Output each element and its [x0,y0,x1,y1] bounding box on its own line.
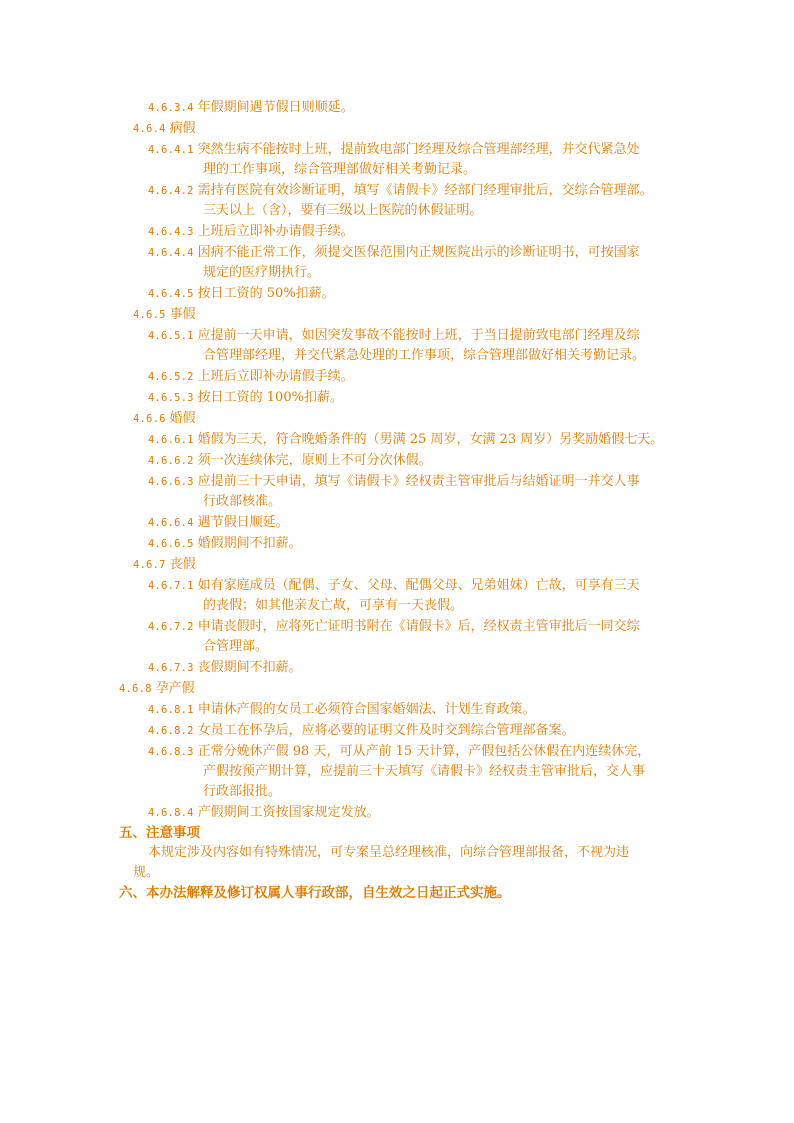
clause-text: 婚假期间不扣薪。 [197,536,302,551]
section-4-6-5 [133,305,196,325]
clause-text: 正常分娩休产假 98 天，可从产前 15 天计算，产假包括公休假在内连续休完， [197,744,651,759]
clause-text: 应提前一天申请，如因突发事故不能按时上班，于当日提前致电部门经理及综 [197,328,640,343]
clause-continuation [203,263,320,283]
clause-text: 上班后立即补办请假手续。 [197,224,354,239]
clause-text: 行政部报批。 [203,784,282,799]
section-5-heading [119,823,200,843]
clause-text: 行政部核准。 [203,494,282,509]
clause-number: 4.6.6.1 [148,434,194,446]
clause-number: 4.6.4.1 [148,144,194,156]
clause-4-6-6-2 [148,451,432,471]
clause-text: 申请休产假的女员工必须符合国家婚姻法、计划生育政策。 [197,702,536,717]
clause-4-6-4-4 [148,243,640,263]
section-title: 孕产假 [155,681,195,696]
clause-4-6-8-2 [148,721,575,741]
clause-4-6-6-3 [148,472,640,492]
section-title: 婚假 [169,411,196,426]
clause-text: 如有家庭成员（配偶、子女、父母、配偶父母、兄弟姐妹）亡故，可享有三天 [197,578,640,593]
section-6-heading [119,883,511,903]
clause-number: 4.6.4.5 [148,288,194,300]
clause-number: 4.6.5.3 [148,392,194,404]
clause-number: 4.6.7.2 [148,621,194,633]
clause-continuation [203,762,645,782]
clause-text: 的丧假；如其他亲友亡故，可享有一天丧假。 [203,598,464,613]
clause-number: 4.6.5.1 [148,330,194,342]
section-number: 4.6.8 [119,683,152,695]
clause-text: 须一次连续休完，原则上不可分次休假。 [197,453,432,468]
clause-continuation [203,160,476,180]
clause-number: 4.6.6.4 [148,517,194,529]
section-4-6-8 [119,679,195,699]
section-4-6-4 [133,119,196,139]
clause-text: 产假按预产期计算，应提前三十天填写《请假卡》经权责主管审批后，交人事 [203,764,646,779]
clause-text: 理的工作事项，综合管理部做好相关考勤记录。 [203,162,477,177]
section-title: 丧假 [169,557,196,572]
section-number: 4.6.4 [133,123,166,135]
clause-continuation [203,782,281,802]
clause-continuation [203,596,463,616]
clause-number: 4.6.4.3 [148,226,194,238]
clause-text: 合管理部经理，并交代紧急处理的工作事项，综合管理部做好相关考勤记录。 [203,348,646,363]
clause-4-6-5-2 [148,367,354,387]
clause-number: 4.6.6.2 [148,455,194,467]
clause-text: 申请丧假时，应将死亡证明书附在《请假卡》后，经权责主管审批后一同交综 [197,619,640,634]
clause-text: 产假期间工资按国家规定发放。 [197,805,380,820]
paragraph-text: 规。 [133,865,160,880]
clause-4-6-6-5 [148,534,302,554]
clause-continuation [203,346,645,366]
clause-text: 年假期间遇节假日则顺延。 [197,100,354,115]
clause-number: 4.6.3.4 [148,102,194,114]
clause-text: 合管理部。 [203,639,269,654]
clause-number: 4.6.8.2 [148,725,194,737]
clause-number: 4.6.7.3 [148,662,194,674]
clause-number: 4.6.8.3 [148,746,194,758]
clause-text: 婚假为三天，符合晚婚条件的（男满 25 周岁，女满 23 周岁）另奖励婚假七天。 [197,432,664,447]
clause-text: 三天以上（含），要有三级以上医院的休假证明。 [203,203,483,218]
clause-4-6-7-3 [148,658,302,678]
section-title: 病假 [169,121,196,136]
heading-text: 六、本办法解释及修订权属人事行政部，自生效之日起正式实施。 [119,885,511,901]
clause-4-6-8-1 [148,700,536,720]
clause-continuation [203,492,281,512]
clause-number: 4.6.5.2 [148,371,194,383]
clause-4-6-5-3 [148,388,343,408]
clause-text: 需持有医院有效诊断证明，填写《请假卡》经部门经理审批后，交综合管理部。 [197,183,653,198]
section-number: 4.6.6 [133,413,166,425]
clause-continuation [203,201,483,221]
clause-number: 4.6.7.1 [148,580,194,592]
section-4-6-6 [133,409,196,429]
clause-4-6-4-1 [148,140,640,160]
clause-text: 规定的医疗期执行。 [203,265,321,280]
clause-4-6-6-1 [148,430,663,450]
section-title: 事假 [169,307,196,322]
clause-4-6-8-3 [148,742,650,762]
heading-text: 五、注意事项 [119,825,200,841]
section-5-body-continuation [133,863,159,883]
clause-number: 4.6.4.2 [148,185,194,197]
clause-text: 女员工在怀孕后，应将必要的证明文件及时交到综合管理部备案。 [197,723,575,738]
clause-text: 遇节假日顺延。 [197,515,289,530]
clause-4-6-5-1 [148,326,640,346]
clause-number: 4.6.6.5 [148,538,194,550]
clause-number: 4.6.4.4 [148,247,194,259]
section-4-6-7 [133,555,196,575]
clause-4-6-4-3 [148,222,354,242]
clause-number: 4.6.8.1 [148,704,194,716]
clause-4-6-4-5 [148,284,335,304]
clause-4-6-4-2 [148,181,653,201]
clause-text: 丧假期间不扣薪。 [197,660,302,675]
section-number: 4.6.5 [133,309,166,321]
clause-text: 因病不能正常工作，须提交医保范围内正规医院出示的诊断证明书，可按国家 [197,245,640,260]
clause-continuation [203,637,268,657]
clause-text: 突然生病不能按时上班，提前致电部门经理及综合管理部经理，并交代紧急处 [197,142,640,157]
clause-text: 按日工资的 100%扣薪。 [197,390,343,405]
paragraph-text: 本规定涉及内容如有特殊情况，可专案呈总经理核准，向综合管理部报备，不视为违 [148,845,630,860]
clause-text: 应提前三十天申请，填写《请假卡》经权责主管审批后与结婚证明一并交人事 [197,474,640,489]
clause-4-6-3-4 [148,98,354,118]
clause-number: 4.6.6.3 [148,476,194,488]
section-number: 4.6.7 [133,559,166,571]
clause-4-6-8-4 [148,803,380,823]
clause-4-6-6-4 [148,513,289,533]
clause-4-6-7-1 [148,576,640,596]
clause-4-6-7-2 [148,617,640,637]
clause-number: 4.6.8.4 [148,807,194,819]
clause-text: 上班后立即补办请假手续。 [197,369,354,384]
section-5-body [148,843,629,863]
clause-text: 按日工资的 50%扣薪。 [197,286,335,301]
